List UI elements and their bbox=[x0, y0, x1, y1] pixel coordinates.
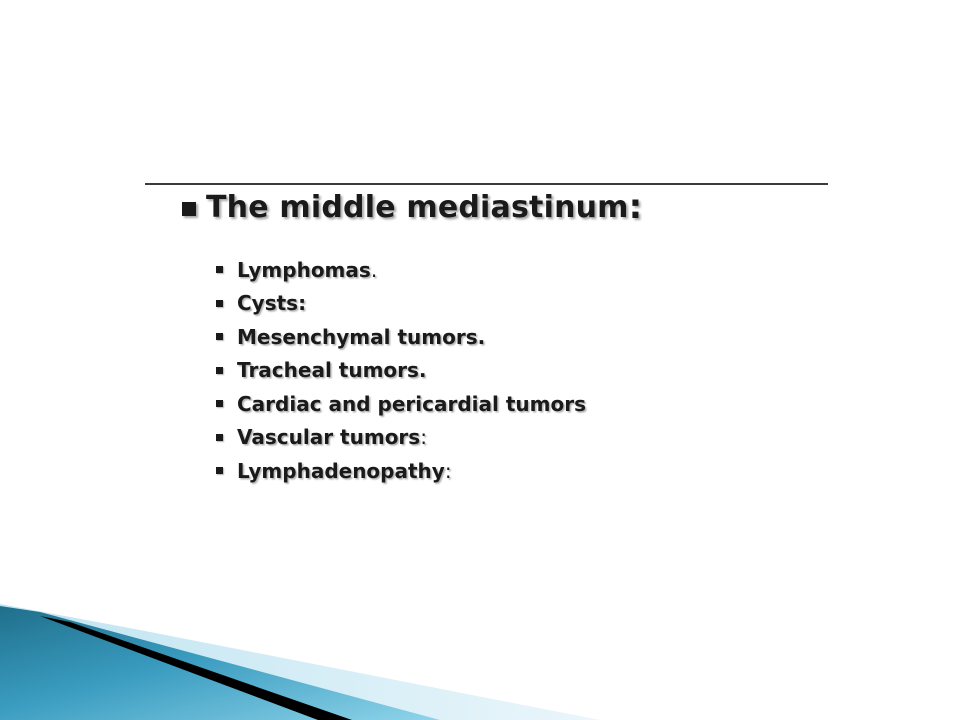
heading-colon: : bbox=[628, 187, 643, 227]
square-bullet-icon bbox=[216, 400, 223, 407]
list-item-text: Cysts: bbox=[237, 291, 307, 316]
corner-swoosh-decoration bbox=[0, 600, 960, 720]
square-bullet-icon bbox=[216, 434, 223, 441]
list-item-text: Tracheal tumors. bbox=[237, 358, 427, 383]
square-bullet-icon bbox=[182, 202, 196, 216]
list-item bbox=[216, 320, 586, 354]
list-item-text: Vascular tumors bbox=[237, 425, 421, 450]
square-bullet-icon bbox=[216, 367, 223, 374]
list-item bbox=[216, 354, 586, 388]
square-bullet-icon bbox=[216, 467, 223, 474]
list-item bbox=[216, 287, 586, 321]
square-bullet-icon bbox=[216, 266, 223, 273]
list-item-text: Lymphadenopathy bbox=[237, 458, 445, 483]
slide-heading bbox=[182, 184, 642, 230]
list-item bbox=[216, 421, 586, 455]
list-item-text: Mesenchymal tumors. bbox=[237, 324, 486, 349]
list-item-text: Cardiac and pericardial tumors bbox=[237, 391, 586, 416]
list-item-suffix: : bbox=[444, 458, 452, 483]
bullet-list bbox=[216, 253, 586, 488]
square-bullet-icon bbox=[216, 333, 223, 340]
list-item-text: Lymphomas bbox=[237, 257, 371, 282]
list-item bbox=[216, 454, 586, 488]
square-bullet-icon bbox=[216, 300, 223, 307]
list-item bbox=[216, 253, 586, 287]
list-item bbox=[216, 387, 586, 421]
heading-text: The middle mediastinum bbox=[206, 189, 629, 225]
list-item-suffix: : bbox=[420, 425, 427, 450]
list-item-suffix: . bbox=[370, 257, 378, 282]
